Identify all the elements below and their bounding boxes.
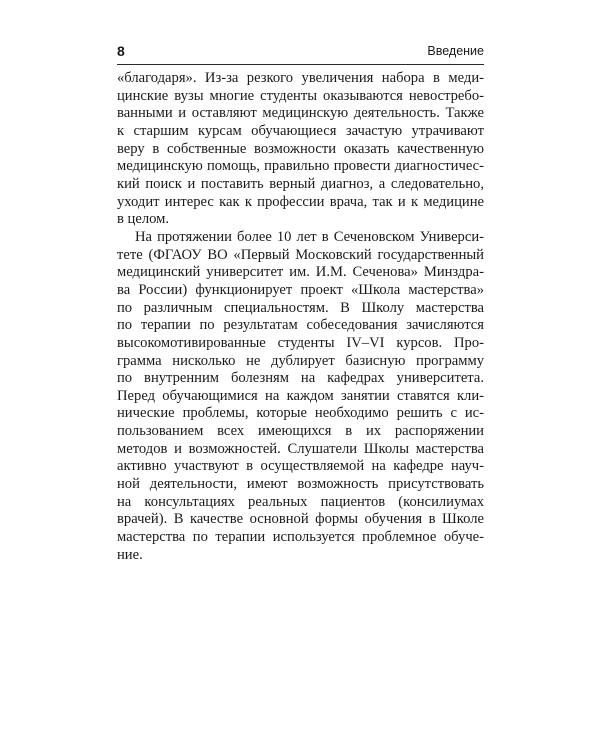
text-line: Перед обучающимися на каждом занятии ставятся кли- bbox=[117, 387, 484, 404]
text-line: ной деятельности, имеют возможность присутствовать bbox=[117, 476, 484, 493]
text-line: активно участвуют в осуществляемой на кафедре науч- bbox=[117, 458, 484, 475]
text-line: нические проблемы, которые необходимо решить с ис- bbox=[117, 405, 484, 422]
text-line: грамма нисколько не дублирует базисную программу bbox=[117, 352, 484, 369]
text-line: на консультациях реальных пациентов (консилиумах bbox=[117, 493, 484, 510]
text-line: медицинский университет им. И.М. Сеченова» Минздра- bbox=[117, 264, 484, 281]
text-line: ванными и оставляют медицинскую деятельность. Также bbox=[117, 105, 484, 122]
text-line: тете (ФГАОУ ВО «Первый Московский государственный bbox=[117, 246, 484, 263]
text-line: методов и возможностей. Слушатели Школы мастерства bbox=[117, 440, 484, 457]
text-line: по внутренним болезням на кафедрах университета. bbox=[117, 370, 484, 387]
text-line: по различным специальностям. В Школу мастерства bbox=[117, 299, 484, 316]
text-line: врачей). В качестве основной формы обучения в Школе bbox=[117, 511, 484, 528]
header-rule bbox=[117, 64, 484, 65]
page-number: 8 bbox=[117, 43, 125, 59]
paragraph-2 bbox=[117, 229, 484, 564]
text-line: к старшим курсам обучающиеся зачастую утрачивают bbox=[117, 122, 484, 139]
text-line: кий поиск и поставить верный диагноз, а следовательно, bbox=[117, 175, 484, 192]
text-line: веру в собственные возможности оказать качественную bbox=[117, 140, 484, 157]
text-line: медицинскую помощь, правильно провести диагностичес- bbox=[117, 158, 484, 175]
text-line: На протяжении более 10 лет в Сеченовском Универси- bbox=[135, 228, 484, 245]
text-line: уходит интерес как к профессии врача, так и к медицине bbox=[117, 193, 484, 210]
paragraph-1 bbox=[117, 70, 484, 229]
text-line: ва России) функционирует проект «Школа мастерства» bbox=[117, 281, 484, 298]
text-line: в целом. bbox=[117, 211, 170, 228]
running-head-title: Введение bbox=[427, 44, 484, 58]
text-line: ние. bbox=[117, 546, 143, 563]
text-line: по терапии по результатам собеседования зачисляются bbox=[117, 317, 484, 334]
page-header bbox=[117, 42, 484, 62]
text-line: пользованием всех имеющихся в их распоряжении bbox=[117, 423, 484, 440]
body-text bbox=[117, 70, 484, 564]
text-line: «благодаря». Из-за резкого увеличения набора в меди- bbox=[117, 70, 484, 86]
text-line: мастерства по терапии используется проблемное обуче- bbox=[117, 529, 484, 546]
text-line: высокомотивированные студенты IV–VI курсов. Про- bbox=[117, 334, 484, 351]
text-line: цинские вузы многие студенты оказываются невостребо- bbox=[117, 87, 484, 104]
